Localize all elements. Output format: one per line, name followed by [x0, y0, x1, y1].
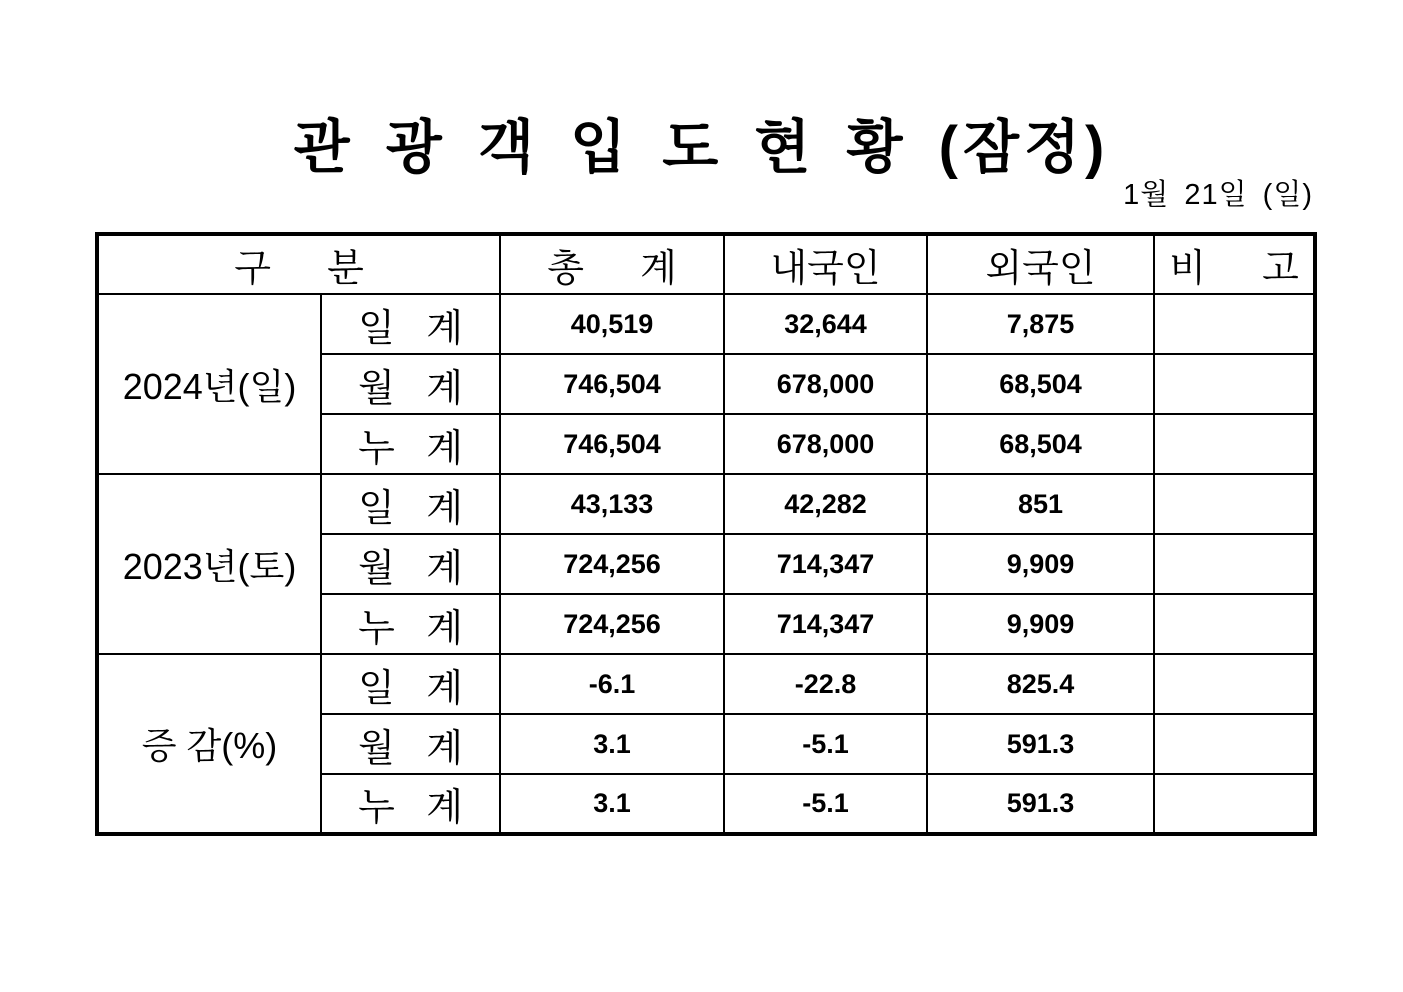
cell-note: [1154, 774, 1315, 834]
cell-domestic: -5.1: [724, 714, 927, 774]
cell-foreign: 9,909: [927, 534, 1154, 594]
col-header-domestic: 내국인: [724, 234, 927, 294]
col-header-category: 구 분: [97, 234, 500, 294]
cell-foreign: 591.3: [927, 774, 1154, 834]
cell-note: [1154, 654, 1315, 714]
cell-note: [1154, 414, 1315, 474]
cell-domestic: -22.8: [724, 654, 927, 714]
cell-total: 3.1: [500, 714, 724, 774]
doc-title: 관 광 객 입 도 현 황 (잠정): [293, 115, 1110, 180]
cell-total: 746,504: [500, 354, 724, 414]
cell-total: 40,519: [500, 294, 724, 354]
tourist-arrivals-table: [95, 232, 1317, 836]
cell-total: 724,256: [500, 594, 724, 654]
table-row: [97, 474, 1315, 534]
row-label: 월 계: [321, 534, 500, 594]
cell-domestic: -5.1: [724, 774, 927, 834]
cell-foreign: 68,504: [927, 354, 1154, 414]
cell-foreign: 68,504: [927, 414, 1154, 474]
cell-domestic: 714,347: [724, 534, 927, 594]
row-label: 월 계: [321, 354, 500, 414]
row-label: 누 계: [321, 594, 500, 654]
col-header-note: 비 고: [1154, 234, 1315, 294]
row-label: 월 계: [321, 714, 500, 774]
cell-note: [1154, 714, 1315, 774]
row-label: 일 계: [321, 474, 500, 534]
group-label-2023: 2023년(토): [97, 474, 321, 654]
row-label: 일 계: [321, 294, 500, 354]
cell-note: [1154, 534, 1315, 594]
row-label: 누 계: [321, 414, 500, 474]
group-label-2024: 2024년(일): [97, 294, 321, 474]
row-label: 일 계: [321, 654, 500, 714]
cell-domestic: 714,347: [724, 594, 927, 654]
doc-date: 1월 21일 (일): [1123, 179, 1313, 211]
cell-foreign: 9,909: [927, 594, 1154, 654]
cell-note: [1154, 474, 1315, 534]
cell-domestic: 32,644: [724, 294, 927, 354]
cell-foreign: 825.4: [927, 654, 1154, 714]
table-row: [97, 294, 1315, 354]
cell-domestic: 678,000: [724, 414, 927, 474]
group-label-change: 증 감(%): [97, 654, 321, 834]
cell-total: 724,256: [500, 534, 724, 594]
cell-foreign: 851: [927, 474, 1154, 534]
col-header-foreign: 외국인: [927, 234, 1154, 294]
cell-total: -6.1: [500, 654, 724, 714]
table-row: [97, 654, 1315, 714]
cell-domestic: 42,282: [724, 474, 927, 534]
cell-foreign: 591.3: [927, 714, 1154, 774]
cell-domestic: 678,000: [724, 354, 927, 414]
row-label: 누 계: [321, 774, 500, 834]
cell-foreign: 7,875: [927, 294, 1154, 354]
cell-note: [1154, 354, 1315, 414]
cell-total: 746,504: [500, 414, 724, 474]
header-row: [97, 234, 1315, 294]
cell-total: 43,133: [500, 474, 724, 534]
col-header-total: 총 계: [500, 234, 724, 294]
cell-total: 3.1: [500, 774, 724, 834]
cell-note: [1154, 294, 1315, 354]
cell-note: [1154, 594, 1315, 654]
